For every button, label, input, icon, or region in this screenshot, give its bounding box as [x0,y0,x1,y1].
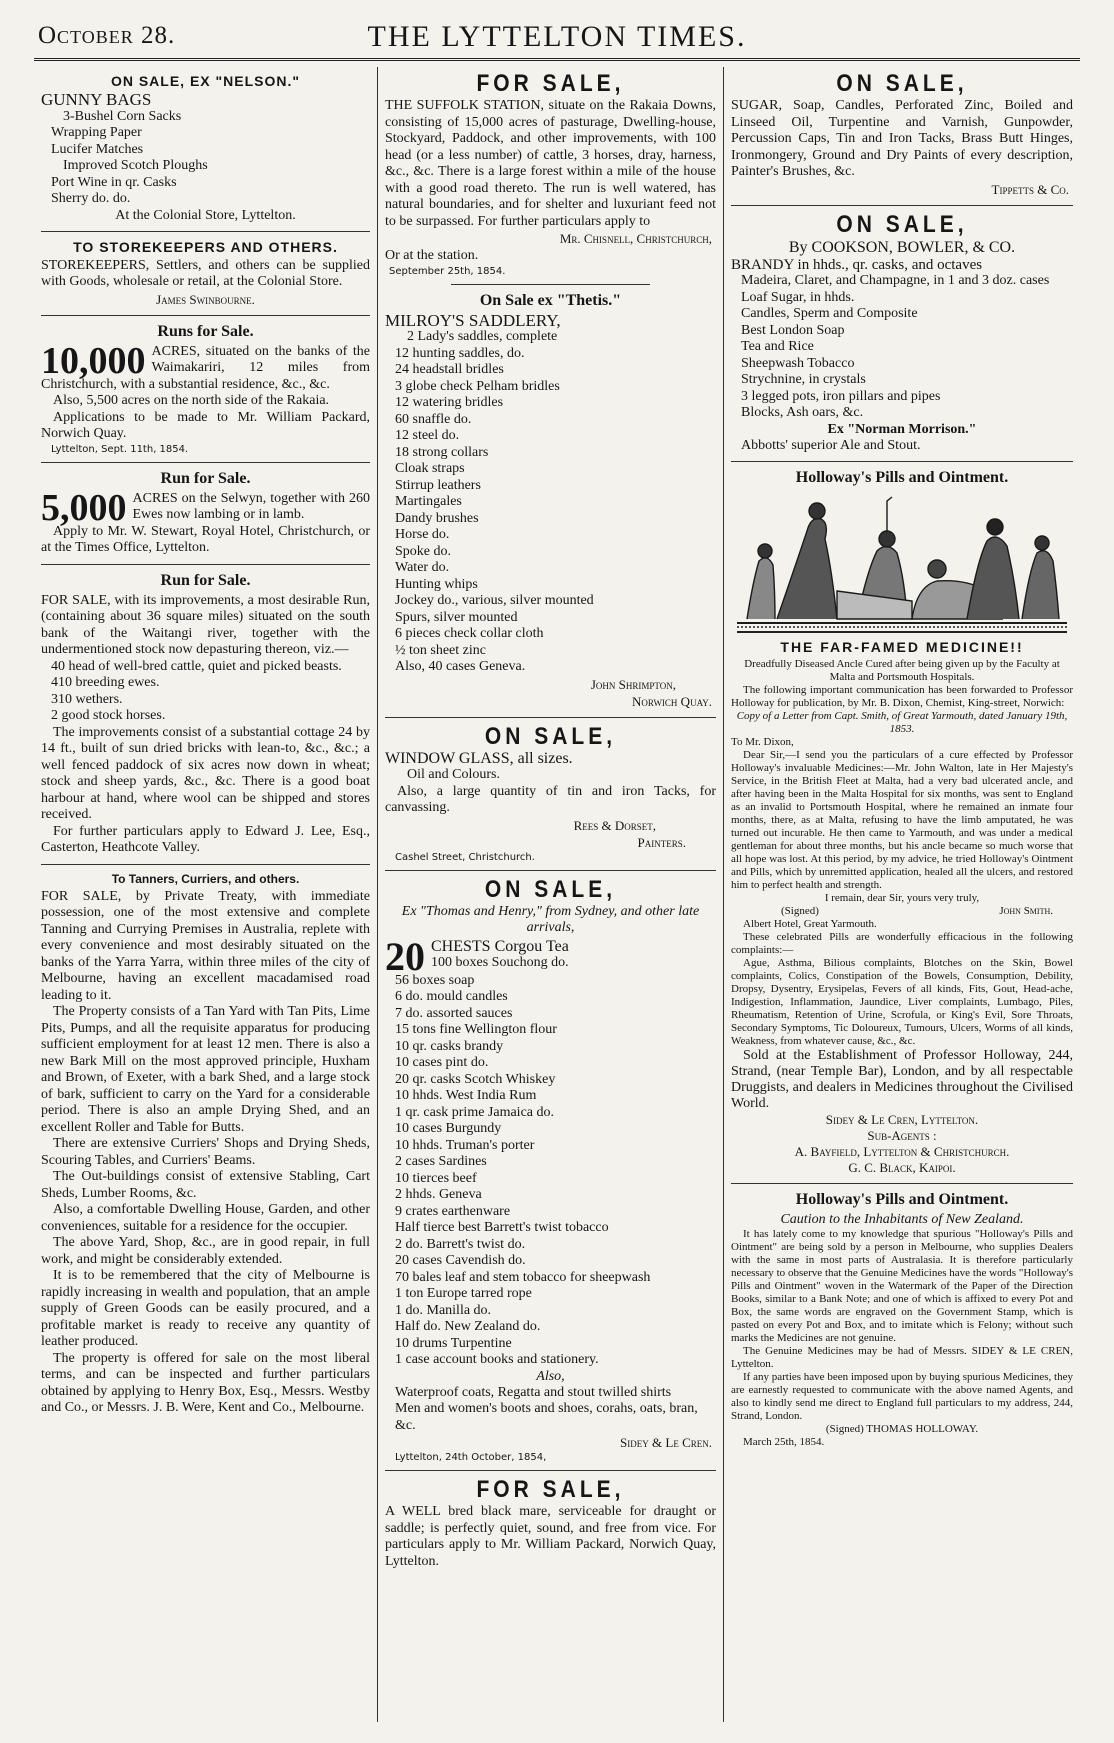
list-item: 9 crates earthenware [395,1203,511,1219]
ad-heading: FOR SALE, [476,1476,625,1503]
ad-body: To Mr. Dixon, [731,736,794,748]
ad-body: FOR SALE, by Private Treaty, with immediate possession, one of the most extensive and complete Tanning and Currying Premises in Australia, replete with every convenience and most desirably situated on the banks of the Yarra Yarra, within three miles of the city of Melbourne, having an excellent macadamised road leading to it. [41,888,370,1003]
acreage-number: 5,000 [41,486,127,529]
ad-heading: ON SALE, [484,875,617,903]
issue-date: October 28. [38,22,176,49]
list-item: 15 tons fine Wellington flour [395,1022,557,1037]
list-item: Spoke do. [395,543,451,559]
divider [451,284,650,285]
list-item: Sherry do. do. [51,191,131,206]
list-item: 10 cases pint do. [395,1055,489,1070]
ad-date: March 25th, 1854. [743,1436,825,1448]
list-item: Cloak straps [395,461,465,476]
ad-suffolk [385,72,716,277]
list-item: Port Wine in qr. Casks [51,174,177,190]
list-item: 24 headstall bridles [395,362,504,377]
newspaper-title: THE LYTTELTON TIMES. [367,20,747,53]
ad-body: The following important communication has been forwarded to Professor Holloway for publication, by Mr. B. Dixon, Chemist, King-street, Norwich: [731,684,1073,709]
divider [41,864,370,865]
list-item: Madeira, Claret, and Champagne, in 1 and 3 doz. cases [741,273,1050,288]
ad-body: The Out-buildings consist of extensive Stabling, Cart Sheds, Lumber Rooms, &c. [41,1169,370,1201]
ad-body: Also, a comfortable Dwelling House, Garden, and other conveniences, suitable for a residence for the occupier. [41,1202,370,1234]
ad-heading: Holloway's Pills and Ointment. [795,1191,1009,1208]
list-item: Sheepwash Tobacco [741,355,855,371]
ad-subheading: Ex "Norman Morrison." [827,421,977,437]
ad-body: STOREKEEPERS, Settlers, and others can be supplied with Goods, wholesale or retail, at the Colonial Store. [41,257,370,289]
ad-body: Ague, Asthma, Bilious complaints, Blotches on the Skin, Bowel complaints, Colics, Constipation of the Bowels, Consumption, Debility, Dropsy, Dysentry, Erysipelas, Fevers of all kinds, Fits, Gout, Head-ache, Indigestion, Inflammation, Jaundice, Liver complaints, Lumbago, Piles, Rheumatism, Retention of Urine, Scrofula, or King's Evil, Sore Throats, Secondary Symptoms, Tic Doloureux, Tumours, Ulcers, Worms of all kinds, Weakness, from whatever cause, &c., &c. [731,957,1073,1047]
ad-signature: (Signed) THOMAS HOLLOWAY. [825,1423,979,1435]
ad-thetis [385,292,716,710]
list-item: Strychnine, in crystals [741,372,866,387]
ad-thomas-henry [385,875,716,1464]
ad-body: BRANDY in hhds., qr. casks, and octaves [731,256,983,273]
ad-runs-2 [41,470,370,557]
list-item: Half do. New Zealand do. [395,1319,541,1334]
divider [41,315,370,316]
ad-heading: Run for Sale. [160,571,251,589]
ad-subheading: Also, [536,1368,565,1384]
ad-body: SUGAR, Soap, Candles, Perforated Zinc, Boiled and Linseed Oil, Turpentine and Varnish, Gunpowder, Percussion Caps, Tin and Iron Tacks, Brass Butt Hinges, Ironmongery, Ground and Dry Paints of every description, Painter's Brushes, &c. [731,98,1073,179]
ad-body: Or at the station. [385,248,479,263]
list-item: Candles, Sperm and Composite [741,306,918,321]
divider [731,205,1073,206]
list-item: 10 cases Burgundy [395,1121,502,1136]
list-item: 1 case account books and stationery. [395,1352,599,1367]
list-item: 12 steel do. [395,428,460,443]
list-item: Lucifer Matches [51,141,144,157]
ad-body: It has lately come to my knowledge that spurious "Holloway's Pills and Ointment" are being sold by a person in Melbourne, who supplies Dealers with the same in most parts of Australasia. It is therefore particularly necessary to observe that the Genuine Medicines have the words "Holloway's Pills and Ointment" woven in the Watermark of the Paper of the Direction Books, similar to a Bank Note; and one of which is affixed to every Pot and Box, the same words are engraved on the Government Stamp, which is pasted on every Pot and Box, and to imitate which is Felony; without such marks the Medicines are not genuine. [731,1228,1073,1344]
list-item: ½ ton sheet zinc [395,642,486,658]
list-item: GUNNY BAGS [41,90,152,109]
list-item: Blocks, Ash oars, &c. [741,405,864,420]
column-3 [724,67,1080,1722]
ad-tippetts [731,72,1073,198]
ad-subheading: Dreadfully Diseased Ancle Cured after being given up by the Faculty at Malta and Portsmouth Hospitals. [744,658,1060,683]
list-item: 3 globe check Pelham bridles [395,378,560,394]
list-item: 2 do. Barrett's twist do. [395,1236,526,1252]
ad-body: THE SUFFOLK STATION, situate on the Rakaia Downs, consisting of 15,000 acres of pasturage, Dwelling-house, Stockyard, Paddock, and other improvements, with 100 head (or a less number) of cattle, 3 horses, dray, harness, &c., &c. There is a large forest within a mile of the house with a good road thereto. The run is well watered, has natural boundaries, and for shelter and luxuriant feed not to be surpassed. For further particulars apply to [385,98,716,229]
ad-runs-1 [41,323,370,455]
ad-body: (Signed) [781,905,819,917]
ad-runs-3 [41,572,370,857]
ad-body: For further particulars apply to Edward J. Lee, Esq., Casterton, Heathcote Valley. [41,823,370,855]
ad-signature: Tippetts & Co. [991,181,1069,197]
ad-body: I remain, dear Sir, yours very truly, [824,892,980,904]
ad-heading: ON SALE, [484,722,617,750]
ad-body: These celebrated Pills are wonderfully efficacious in the following complaints:— [731,931,1073,956]
list-item: 100 boxes Souchong do. [431,955,569,970]
ad-heading: ON SALE, [836,70,968,97]
list-item: MILROY'S SADDLERY, [385,310,561,330]
ad-body: Also, a large quantity of tin and iron Tacks, for canvassing. [385,783,716,815]
saddlery-list [385,329,716,676]
ad-tanners [41,872,370,1417]
ad-body: If any parties have been imposed upon by buying spurious Medicines, they are earnestly requested to communicate with the above named Agents, and also to kindly send me direct to England full particulars to my address, 244, Strand, London. [731,1371,1073,1422]
quantity-number: 20 [385,938,425,973]
list-item: Loaf Sugar, in hhds. [741,289,855,305]
ad-subheading: Ex "Thomas and Henry," from Sydney, and other late arrivals, [401,903,700,935]
ad-heading: FOR SALE, [476,70,625,97]
ad-body: Copy of a Letter from Capt. Smith, of Great Yarmouth, dated January 19th, 1853. [736,710,1068,735]
list-item: 410 breeding ewes. [51,675,160,690]
ad-signature: John Smith. [999,905,1053,917]
list-item: 12 watering bridles [395,395,504,410]
ad-body: The Genuine Medicines may be had of Messrs. SIDEY & LE CREN, Lyttelton. [731,1345,1073,1370]
ad-body: It is to be remembered that the city of Melbourne is rapidly increasing in wealth and population, that an ample supply of Green Goods can be easily procured, and a profitable market is ready to receive any quantity of leather produced. [41,1268,370,1349]
ad-signature: Painters. [637,834,686,850]
list-item: Water do. [395,560,450,575]
list-item: 2 cases Sardines [395,1154,487,1169]
ad-body: Apply to Mr. W. Stewart, Royal Hotel, Christchurch, or at the Times Office, Lyttelton. [41,523,370,555]
ad-window-glass [385,722,716,863]
list-item: Martingales [395,494,462,509]
ad-body: Also, 5,500 acres on the north side of the Rakaia. [53,393,330,408]
column-2 [378,67,724,1722]
divider [731,461,1073,462]
list-item: Stirrup leathers [395,477,481,493]
list-item: Best London Soap [741,322,845,338]
list-item: WINDOW GLASS, all sizes. [385,749,573,767]
ad-heading: On Sale ex "Thetis." [479,291,622,309]
list-item: Abbotts' superior Ale and Stout. [741,437,921,453]
ad-body: There are extensive Curriers' Shops and Drying Sheds, Scouring Tables, and Curriers' Beams. [41,1136,370,1168]
ad-heading: To Tanners, Curriers, and others. [111,871,300,886]
columns [34,67,1080,1722]
ad-cookson [731,210,1073,455]
divider [385,717,716,718]
ad-heading: Holloway's Pills and Ointment. [795,469,1009,486]
list-item: Improved Scotch Ploughs [63,158,208,173]
ad-subheading: Caution to the Inhabitants of New Zealand. [780,1212,1024,1227]
list-item: 310 wethers. [51,691,123,707]
ad-body: Albert Hotel, Great Yarmouth. [743,918,877,930]
ad-body: The improvements consist of a substantial cottage 24 by 14 ft., built of sun dried bricks with lean-to, &c., &c.; a well fenced paddock of six acres now down in wheat; stock and sheep yards, &c., &c. There is a good boat harbour at hand, where wool can be shipped and stores received. [41,724,370,822]
ad-body: FOR SALE, with its improvements, a most desirable Run, (containing about 36 square miles) situated on the south bank of the Waitangi river, together with the undermentioned stock now depasturing thereon, viz.— [41,592,370,657]
masthead [34,18,1080,61]
list-item: 2 Lady's saddles, complete [407,329,558,344]
list-item: 20 cases Cavendish do. [395,1253,526,1268]
divider [385,870,716,871]
ad-mare [385,1478,716,1570]
ad-heading: ON SALE, [836,210,968,238]
ad-subheading: Sub-Agents : [867,1128,937,1143]
ad-signature: James Swinbourne. [156,291,255,307]
list-item: 10 qr. casks brandy [395,1038,504,1054]
ad-date: Lyttelton, Sept. 11th, 1854. [51,443,189,455]
list-item: Men and women's boots and shoes, corahs, oats, bran, &c. [395,1401,698,1433]
column-1 [34,67,378,1722]
list-item: Hunting whips [395,576,478,592]
list-item: 20 qr. casks Scotch Whiskey [395,1071,556,1087]
divider [731,1183,1073,1184]
list-item: 2 good stock horses. [51,708,166,723]
list-item: Dandy brushes [395,510,479,526]
ad-signature: Sidey & Le Cren, Lyttelton. [825,1112,979,1127]
list-item: 18 strong collars [395,444,489,460]
ad-body: Dear Sir,—I send you the particulars of a cure effected by Professor Holloway's invaluable Medicines:—Mr. John Walton, late in Her Majesty's Service, in the British Fleet at Malta, had a very bad ulcerated ancle, and after having been in the Malta Hospital for six months, was sent to England as an invalid to Portsmouth Hospital, where he remained an inmate four months, there, as at Malta, refusing to have the limb amputated, he was turned out incurable. He then came to Yarmouth, and was under a medical gentleman for about three months, but his ancle became so much worse that all hope was lost. At this period, by my advice, he tried Holloway's Ointment and Pills, which by unremitted application, healed all the ulcers, and restored him to perfect health and strength. [731,749,1073,891]
ad-banner: THE FAR-FAMED MEDICINE!! [780,639,1024,655]
ad-nelson [41,73,370,224]
list-item: Also, 40 cases Geneva. [395,659,526,674]
ad-heading: ON SALE, EX "NELSON." [110,73,301,89]
ad-body: A WELL bred black mare, serviceable for draught or saddle; is perfectly quiet, sound, and free from vice. For particulars apply to Mr. William Packard, Norwich Quay, Lyttelton. [385,1504,716,1569]
list-item: Half tierce best Barrett's twist tobacco [395,1220,609,1235]
ad-holloway-2 [731,1191,1073,1449]
ad-heading: TO STOREKEEPERS AND OTHERS. [73,238,338,255]
list-item: 60 snaffle do. [395,411,472,427]
ad-body: ACRES, situated on the banks of the Waimakariri, 12 miles from Christchurch, with a substantial residence, &c., &c. [41,343,370,392]
list-item: 10 hhds. West India Rum [395,1088,537,1103]
ad-signature: Rees & Dorset, [573,817,656,833]
list-item: 3-Bushel Corn Sacks [63,108,182,124]
ad-body: The above Yard, Shop, &c., are in good repair, in full work, and might be considerably extended. [41,1235,370,1267]
list-item: 6 pieces check collar cloth [395,626,544,641]
ad-subheading: By COOKSON, BOWLER, & CO. [788,238,1016,256]
list-item: 56 boxes soap [395,972,475,988]
list-item: 2 hhds. Geneva [395,1187,482,1202]
list-item: 12 hunting saddles, do. [395,345,525,361]
divider [41,462,370,463]
medical-scene-illustration [737,491,1067,631]
list-item: Spurs, silver mounted [395,609,518,625]
ad-signature: John Shrimpton, [590,676,676,692]
ad-signature: At the Colonial Store, Lyttelton. [115,207,296,223]
list-item: 6 do. mould candles [395,989,508,1004]
list-item: 1 do. Manilla do. [395,1302,492,1318]
list-item: 40 head of well-bred cattle, quiet and picked beasts. [51,658,342,674]
ad-heading: Runs for Sale. [157,322,254,340]
list-item: Wrapping Paper [51,125,142,140]
ad-date: Lyttelton, 24th October, 1854, [395,1452,547,1463]
list-item: 10 drums Turpentine [395,1335,512,1351]
ad-holloway-1 [731,469,1073,1176]
list-item: 70 bales leaf and stem tobacco for sheepwash [395,1269,651,1285]
ad-body: Sold at the Establishment of Professor Holloway, 244, Strand, (near Temple Bar), London, and by all respectable Druggists, and dealers in Medicines throughout the Civilised World. [731,1048,1073,1111]
list-item: Waterproof coats, Regatta and stout twilled shirts [395,1384,672,1400]
ad-date: September 25th, 1854. [389,265,506,277]
ad-body: The property is offered for sale on the most liberal terms, and can be inspected and further particulars obtained by applying to Henry Box, Esq., Messrs. Westby and Co., or Messrs. J. B. Were, Kent and Co., Melbourne. [41,1350,370,1415]
acreage-number: 10,000 [41,339,146,382]
list-item: 1 ton Europe tarred rope [395,1286,532,1301]
ad-storekeepers [41,239,370,308]
divider [385,1470,716,1471]
ad-signature: A. Bayfield, Lyttelton & Christchurch. [794,1144,1010,1159]
list-item: Jockey do., various, silver mounted [395,593,594,608]
list-item: Horse do. [395,527,450,542]
ad-signature: Norwich Quay. [632,693,712,709]
ad-body: The Property consists of a Tan Yard with Tan Pits, Lime Pits, Pumps, and all the requisite apparatus for producing sufficient employment for at least 12 men. There is also a new Bark Mill on the most approved principle, Huxham and Brown, of Exeter, with a bark Shed, and a large stock of bark, sufficient to carry on the Yard for a considerable period. There is also an ample Drying Shed, and an excellent Roller and Table for Butts. [41,1004,370,1135]
divider [41,231,370,232]
ad-address: Cashel Street, Christchurch. [395,851,535,863]
list-item: 7 do. assorted sauces [395,1005,513,1021]
ad-signature: Mr. Chisnell, Christchurch, [559,231,712,246]
list-item: 10 tierces beef [395,1170,477,1186]
ad-body: ACRES on the Selwyn, together with 260 Ewes now lambing or in lamb. [132,490,370,522]
ad-heading: Run for Sale. [160,469,251,487]
list-item: 1 qr. cask prime Jamaica do. [395,1104,555,1120]
list-item: Oil and Colours. [407,767,500,782]
ad-signature: Sidey & Le Cren. [620,1435,712,1450]
engraving-illustration [737,491,1067,633]
list-item: 3 legged pots, iron pillars and pipes [741,388,941,404]
ad-signature: G. C. Black, Kaipoi. [848,1160,956,1175]
divider [41,564,370,565]
list-item: 10 hhds. Truman's porter [395,1137,535,1153]
list-item: CHESTS Corgou Tea [431,938,569,955]
ad-body: Applications to be made to Mr. William Packard, Norwich Quay. [41,409,370,441]
list-item: Tea and Rice [741,339,814,354]
